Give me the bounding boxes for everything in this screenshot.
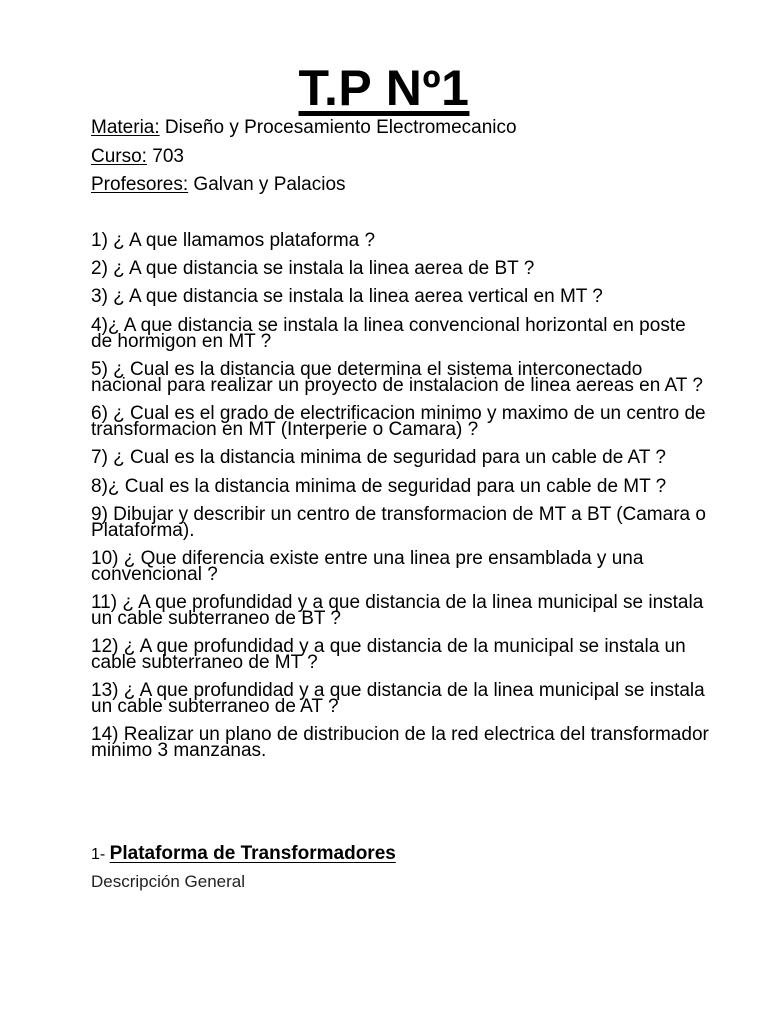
question-item: 10) ¿ Que diferencia existe entre una linea pre ensamblada y una convencional ?: [91, 548, 644, 585]
curso-line: [91, 143, 731, 172]
question-item: 8)¿ Cual es la distancia minima de seguridad para un cable de MT ?: [91, 475, 667, 497]
question-item: 13) ¿ A que profundidad y a que distancia de la linea municipal se instala un cable subterraneo de AT ?: [91, 680, 705, 717]
question-item: 1) ¿ A que llamamos plataforma ?: [91, 230, 376, 251]
question-item: 9) Dibujar y describir un centro de transformacion de MT a BT (Camara o Plataforma).: [91, 504, 706, 541]
materia-value: Diseño y Procesamiento Electromecanico: [159, 117, 517, 138]
section-title: Plataforma de Transformadores: [109, 843, 396, 864]
section-description: Descripción General: [91, 872, 246, 891]
materia-label: Materia:: [91, 117, 160, 138]
course-info: [91, 114, 731, 200]
question-item: 14) Realizar un plano de distribucion de la red electrica del transformador minimo 3 manzanas.: [91, 724, 709, 761]
page-title: T.P Nº1: [298, 60, 470, 116]
question-item: 12) ¿ A que profundidad y a que distancia de la municipal se instala un cable subterraneo de MT ?: [91, 636, 686, 673]
profesores-label: Profesores:: [91, 174, 189, 195]
question-list: [91, 228, 711, 771]
section-heading: [91, 840, 396, 869]
materia-line: [91, 114, 731, 143]
profesores-value: Galvan y Palacios: [188, 174, 346, 195]
question-item: 6) ¿ Cual es el grado de electrificacion minimo y maximo de un centro de transformacion en MT (Interperie o Camara) ?: [91, 403, 706, 440]
section-number: 1-: [91, 846, 110, 863]
question-item: 3) ¿ A que distancia se instala la linea aerea vertical en MT ?: [91, 286, 603, 307]
question-item: 2) ¿ A que distancia se instala la linea aerea de BT ?: [91, 258, 535, 279]
question-item: 7) ¿ Cual es la distancia minima de seguridad para un cable de AT ?: [91, 447, 666, 468]
question-item: 5) ¿ Cual es la distancia que determina el sistema interconectado nacional para realizar un proyecto de instalacion de linea aereas en AT ?: [91, 359, 703, 396]
question-item: 11) ¿ A que profundidad y a que distancia de la linea municipal se instala un cable subterraneo de BT ?: [91, 592, 704, 629]
profesores-line: [91, 171, 731, 200]
curso-label: Curso:: [91, 145, 147, 167]
curso-value: 703: [146, 145, 184, 167]
question-item: 4)¿ A que distancia se instala la linea convencional horizontal en poste de hormigon en MT ?: [91, 315, 686, 352]
